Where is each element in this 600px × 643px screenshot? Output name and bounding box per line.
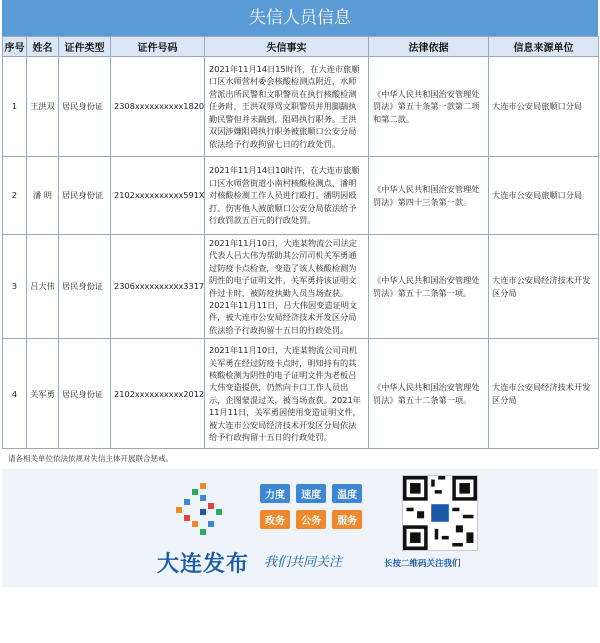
tag: 政务 xyxy=(260,510,290,529)
dishonesty-facts: 2021年11月14日15时许，在大连市旅顺口区水师营村委会核酸检测点附近，水师营派出所民警和文职警员在执行核酸检测任务时，王洪双辱骂文职警员并用脚踹执勤民警但并未踹到，阻碍执行职务。王洪双因涉嫌阻碍执行职务被旅顺口公安分局依法给予行政拘留七日的行政处罚。 xyxy=(205,57,369,157)
person-name: 关军勇 xyxy=(27,339,59,449)
column-header: 姓名 xyxy=(27,37,59,57)
page-title: 失信人员信息 xyxy=(2,0,598,36)
tag: 服务 xyxy=(332,510,362,529)
column-header: 信息来源单位 xyxy=(489,37,599,57)
source-unit: 大连市公安局旅顺口分局 xyxy=(489,157,599,235)
legal-basis: 《中华人民共和国治安管理处罚法》第五十二条第一项。 xyxy=(369,339,489,449)
person-name: 吕大伟 xyxy=(27,235,59,339)
brand-name: 大连发布 xyxy=(157,552,250,578)
footer-banner xyxy=(2,469,598,587)
id-number: 2306xxxxxxxxxx3317 xyxy=(111,235,205,339)
legal-basis: 《中华人民共和国治安管理处罚法》第四十三条第一款。 xyxy=(369,157,489,235)
tag-group xyxy=(260,483,372,535)
tag: 公务 xyxy=(296,510,326,529)
id-number: 2102xxxxxxxxxx2012 xyxy=(111,339,205,449)
dishonesty-facts: 2021年11月10日，大连某物流公司司机关军勇在经过防疫卡点时，明知持有的其核酸检测为阴性的电子证明文件为老板吕大伟变造提供，仍然向卡口工作人员出示，企图蒙混过关，被当场查获。2021年11月11日，关军勇因使用变造证明文件，被大连市公安局经济技术开发区分局依法给予行政拘留十五日的行政处罚。 xyxy=(205,339,369,449)
dalian-logo-icon xyxy=(172,479,232,539)
footnote: 请各相关单位依法依规对失信主体开展联合惩戒。 xyxy=(8,454,173,464)
qr-caption: 长按二维码关注我们 xyxy=(384,559,461,570)
tag: 速度 xyxy=(296,484,326,503)
legal-basis: 《中华人民共和国治安管理处罚法》第五十二条第一项。 xyxy=(369,235,489,339)
row-number: 1 xyxy=(3,57,27,157)
tag: 力度 xyxy=(260,484,290,503)
id-type: 居民身份证 xyxy=(59,157,111,235)
table-row xyxy=(3,157,599,235)
dishonesty-facts: 2021年11月10日，大连某物流公司法定代表人吕大伟为帮助其公司司机关军勇通过防疫卡点检查，变造了该人核酸检测为阴性的电子证明文件，关军勇持该证明文件过卡时，被防疫执勤人员当场查获。2021年11月11日，吕大伟因变造证明文件，被大连市公安局经济技术开发区分局依法给予行政拘留十五日的行政处罚。 xyxy=(205,235,369,339)
column-header: 法律依据 xyxy=(369,37,489,57)
dishonest-persons-table xyxy=(2,36,599,449)
qr-code-icon[interactable] xyxy=(402,475,478,551)
slogan: 我们共同关注 xyxy=(264,555,343,571)
row-number: 3 xyxy=(3,235,27,339)
table-row xyxy=(3,57,599,157)
column-header: 证件类型 xyxy=(59,37,111,57)
column-header: 失信事实 xyxy=(205,37,369,57)
source-unit: 大连市公安局经济技术开发区分局 xyxy=(489,339,599,449)
tag: 温度 xyxy=(332,484,362,503)
id-number: 2102xxxxxxxxxx591X xyxy=(111,157,205,235)
row-number: 4 xyxy=(3,339,27,449)
legal-basis: 《中华人民共和国治安管理处罚法》第五十条第一款第二项和第二款。 xyxy=(369,57,489,157)
id-type: 居民身份证 xyxy=(59,339,111,449)
dishonesty-facts: 2021年11月14日10时许，在大连市旅顺口区水师营街道小南村核酸检测点，潘明对核酸检测工作人员进行殴打。潘明因殴打、伤害他人被旅顺口公安分局依法给予行政罚款五百元的行政处罚。 xyxy=(205,157,369,235)
id-number: 2308xxxxxxxxxx1820 xyxy=(111,57,205,157)
source-unit: 大连市公安局经济技术开发区分局 xyxy=(489,235,599,339)
table-row xyxy=(3,235,599,339)
id-type: 居民身份证 xyxy=(59,235,111,339)
row-number: 2 xyxy=(3,157,27,235)
id-type: 居民身份证 xyxy=(59,57,111,157)
table-header-row xyxy=(3,37,599,57)
column-header: 证件号码 xyxy=(111,37,205,57)
person-name: 潘 明 xyxy=(27,157,59,235)
source-unit: 大连市公安局旅顺口分局 xyxy=(489,57,599,157)
person-name: 王洪双 xyxy=(27,57,59,157)
table-row xyxy=(3,339,599,449)
column-header: 序号 xyxy=(3,37,27,57)
